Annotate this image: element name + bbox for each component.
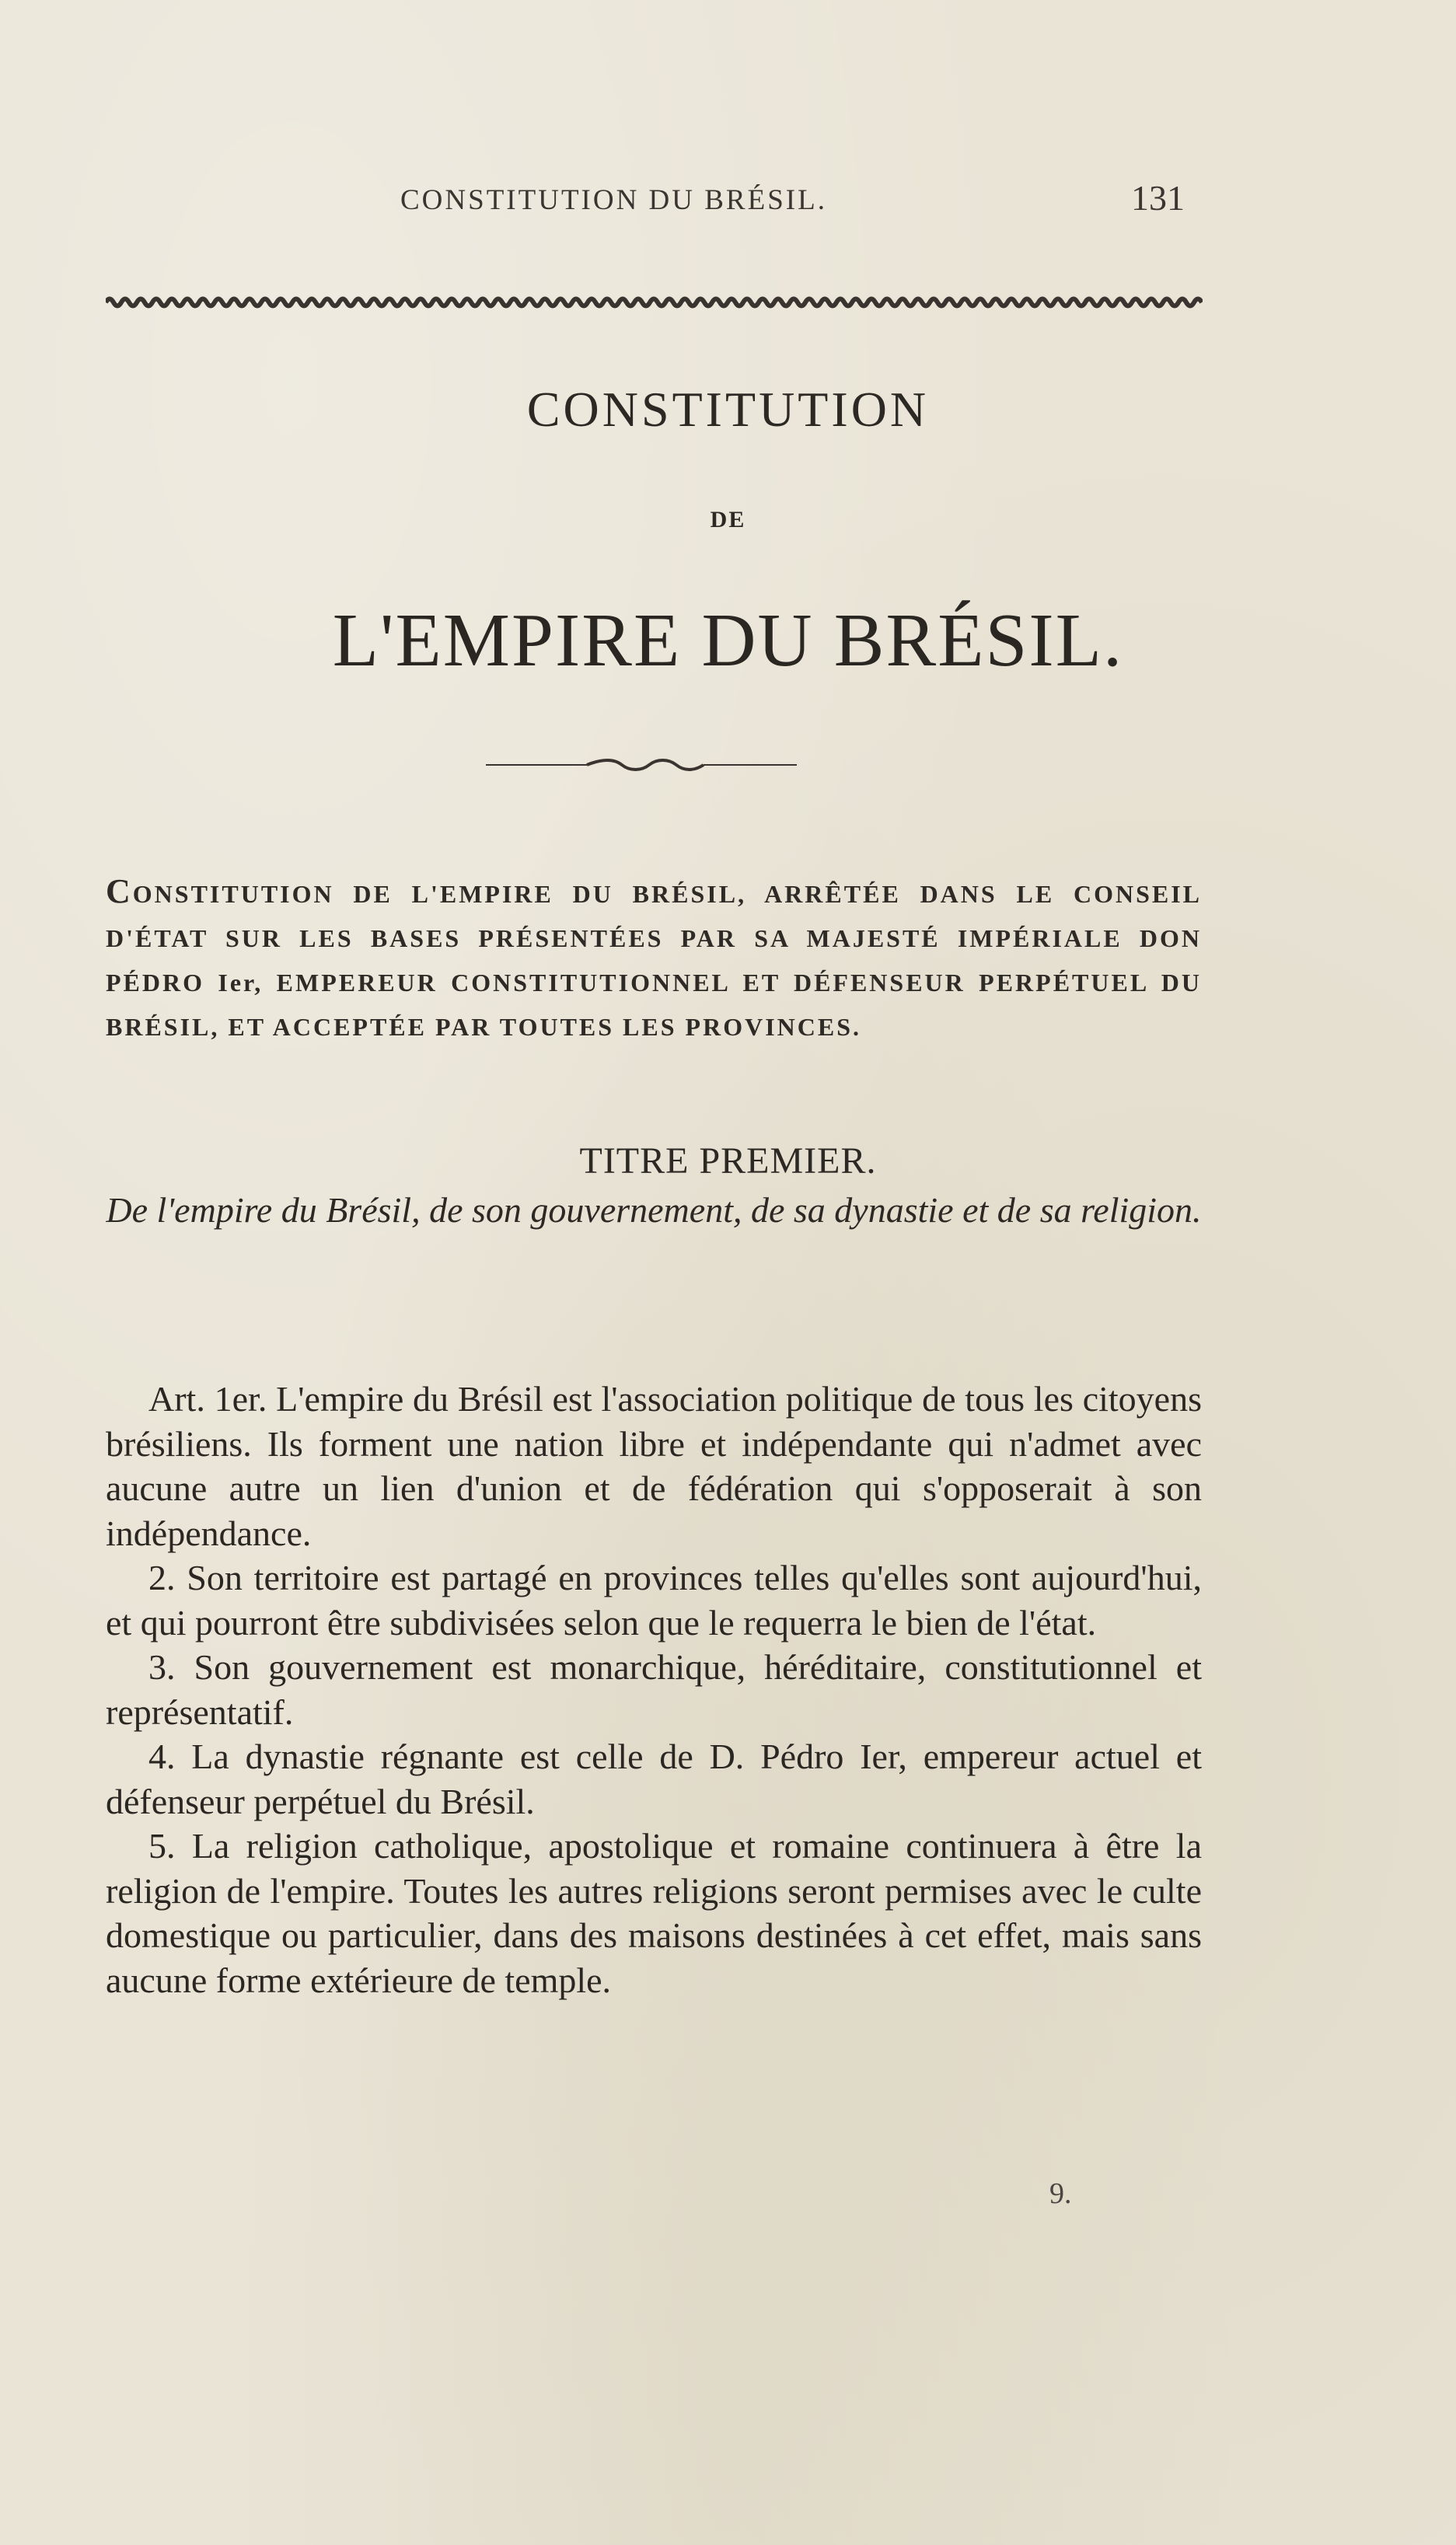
preamble-text: ONSTITUTION DE L'EMPIRE DU BRÉSIL, ARRÊTÉE DANS LE CONSEIL D'ÉTAT SUR LES BASES PRÉSENTÉES PAR SA MAJESTÉ IMPÉRIALE DON PÉDRO Ier, EMPEREUR CONSTITUTIONNEL ET DÉFENSEUR PERPÉTUEL DU BRÉSIL, ET ACCEPTÉE PAR TOUTES LES PROVINCES. (106, 880, 1202, 1041)
title-constitution: CONSTITUTION (526, 382, 930, 437)
article-1: Art. 1er. L'empire du Brésil est l'association politique de tous les citoyens brésiliens. Ils forment une nation libre et indépendante qui n'admet avec aucune autre un lien d'union et de fédération qui s'opposerait à son indépendance. (106, 1379, 1202, 1553)
article-5: 5. La religion catholique, apostolique et romaine continuera à être la religion de l'empire. Toutes les autres religions seront permises avec le culte domestique ou particulier, dans des maisons destinées à cet effet, mais sans aucune forme extérieure de temple. (106, 1826, 1202, 2000)
page-number: 131 (1131, 178, 1185, 218)
article-2: 2. Son territoire est partagé en provinces telles qu'elles sont aujourd'hui, et qui pourront être subdivisées selon que le requerra le bien de l'état. (106, 1558, 1202, 1643)
running-head: CONSTITUTION DU BRÉSIL. (400, 184, 827, 216)
ornament-divider (486, 756, 797, 774)
article-4: 4. La dynastie régnante est celle de D. Pédro Ier, empereur actuel et défenseur perpétuel du Brésil. (106, 1737, 1202, 1821)
title-empire: L'EMPIRE DU BRÉSIL. (332, 599, 1124, 682)
titre-heading: TITRE PREMIER. (579, 1140, 877, 1182)
preamble-initial: C (106, 872, 133, 910)
titre-subtitle: De l'empire du Brésil, de son gouvernement, de sa dynastie et de sa religion. (106, 1190, 1202, 1230)
signature-mark: 9. (1049, 2177, 1072, 2210)
articles-body (106, 1377, 1202, 2002)
wavy-rule-divider (106, 294, 1203, 311)
preamble (106, 869, 1202, 1049)
article-3: 3. Son gouvernement est monarchique, héréditaire, constitutionnel et représentatif. (106, 1647, 1202, 1732)
title-de: DE (710, 507, 746, 532)
